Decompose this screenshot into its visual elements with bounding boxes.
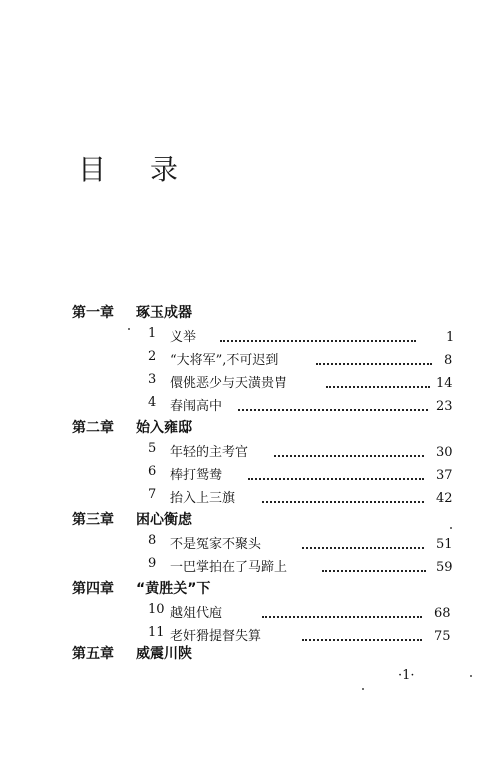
toc-entry[interactable]	[148, 326, 455, 346]
entry-title: 老奸猾提督失算	[170, 629, 262, 644]
leader-dots	[248, 466, 424, 480]
leader-dots	[316, 351, 432, 365]
leader-dots	[238, 397, 428, 411]
entry-number: 7	[148, 487, 157, 502]
entry-number: 11	[148, 625, 165, 640]
entry-number: 1	[148, 326, 157, 341]
chapter-name: 困心衡虑	[136, 512, 192, 528]
chapter-name: 威震川陕	[136, 646, 192, 662]
title-char-1: 目	[78, 153, 107, 186]
leader-dots	[322, 558, 426, 572]
leader-dots	[262, 489, 424, 503]
toc-entry[interactable]	[148, 556, 453, 576]
chapter-name: 琢玉成器	[136, 305, 192, 321]
entry-title: “大将军”,不可迟到	[170, 353, 279, 368]
entry-number: 9	[148, 556, 157, 571]
page-title	[78, 148, 179, 188]
entry-title: 义举	[170, 330, 197, 345]
entry-title: 不是冤家不聚头	[170, 537, 262, 552]
entry-number: 10	[148, 602, 165, 617]
chapter-heading	[72, 643, 192, 663]
entry-page: 68	[434, 606, 451, 621]
leader-dots	[274, 443, 424, 457]
entry-title: 抬入上三旗	[170, 491, 236, 506]
chapter-name: 始入雍邸	[136, 420, 192, 436]
chapter-label: 第五章	[72, 646, 114, 662]
scan-speck	[450, 527, 452, 529]
toc-entry[interactable]	[148, 487, 453, 507]
entry-title: 儇佻恶少与天潢贵胄	[170, 376, 288, 391]
chapter-label: 第四章	[72, 581, 114, 597]
page-number: ·1·	[398, 668, 415, 683]
entry-number: 8	[148, 533, 157, 548]
entry-page: 51	[436, 537, 453, 552]
toc-entry[interactable]	[148, 602, 451, 622]
chapter-label: 第一章	[72, 305, 114, 321]
entry-number: 6	[148, 464, 157, 479]
leader-dots	[302, 627, 422, 641]
entry-title: 棒打鸳鸯	[170, 468, 223, 483]
chapter-label: 第三章	[72, 512, 114, 528]
entry-number: 2	[148, 349, 157, 364]
chapter-heading	[72, 302, 192, 322]
entry-title: 一巴掌拍在了马蹄上	[170, 560, 288, 575]
entry-page: 30	[436, 445, 453, 460]
chapter-heading	[72, 578, 211, 598]
leader-dots	[326, 374, 430, 388]
entry-page: 14	[436, 376, 453, 391]
toc-entry[interactable]	[148, 395, 453, 415]
entry-page: 75	[434, 629, 451, 644]
entry-page: 42	[436, 491, 453, 506]
leader-dots	[262, 604, 422, 618]
title-char-2: 录	[150, 153, 179, 186]
entry-page: 37	[436, 468, 453, 483]
entry-page: 8	[444, 353, 453, 368]
entry-number: 3	[148, 372, 157, 387]
entry-title: 春闱高中	[170, 399, 223, 414]
chapter-heading	[72, 417, 192, 437]
entry-title: 越俎代庖	[170, 606, 223, 621]
toc-entry[interactable]	[148, 372, 453, 392]
entry-page: 1	[446, 330, 455, 345]
leader-dots	[302, 535, 424, 549]
entry-page: 23	[436, 399, 453, 414]
entry-number: 5	[148, 441, 157, 456]
scan-speck	[470, 675, 472, 677]
scan-speck	[362, 688, 364, 690]
scan-speck	[128, 328, 130, 330]
toc-entry[interactable]	[148, 625, 451, 645]
chapter-heading	[72, 509, 192, 529]
toc-entry[interactable]	[148, 464, 453, 484]
toc-entry[interactable]	[148, 349, 453, 369]
toc-entry[interactable]	[148, 441, 453, 461]
leader-dots	[220, 328, 416, 342]
entry-number: 4	[148, 395, 157, 410]
entry-page: 59	[436, 560, 453, 575]
chapter-label: 第二章	[72, 420, 114, 436]
chapter-name: “黄胜关”下	[136, 581, 211, 597]
entry-title: 年轻的主考官	[170, 445, 249, 460]
toc-entry[interactable]	[148, 533, 453, 553]
